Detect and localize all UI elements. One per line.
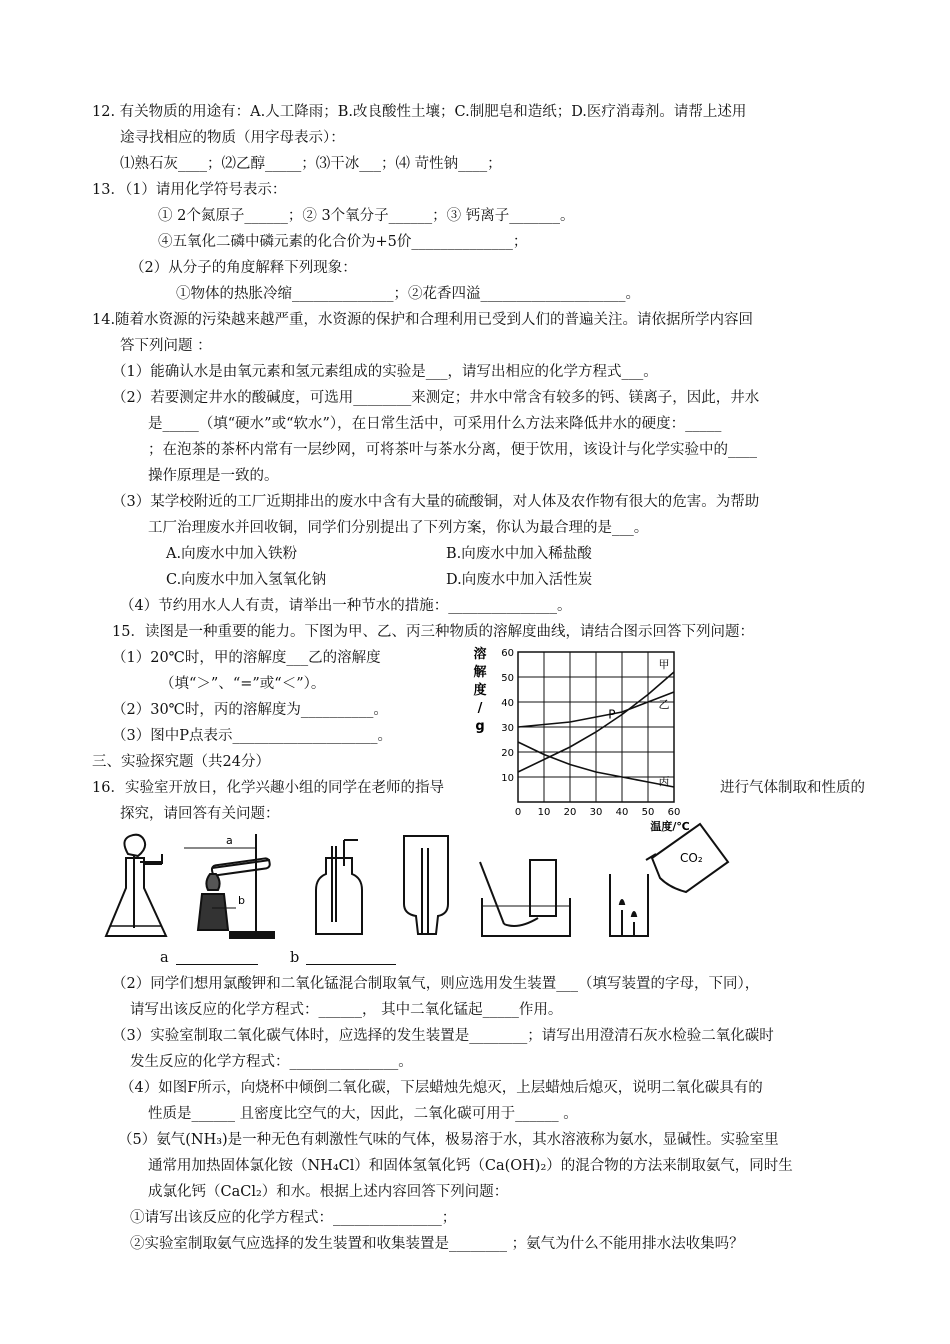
q14-line10: （4）节约用水人人有责，请举出一种节水的措施：_______________。 xyxy=(120,598,572,614)
q14-line7: 操作原理是一致的。 xyxy=(148,468,279,484)
q14-line6: ；在泡茶的茶杯内常有一层纱网，可将茶叶与茶水分离，便于饮用，该设计与化学实验中的____ xyxy=(148,442,757,458)
y-tick-label: 60 xyxy=(501,648,514,659)
q16-line12: 成氯化钙（CaCl₂）和水。根据上述内容回答下列问题： xyxy=(148,1184,509,1200)
q15-line1: 15．读图是一种重要的能力。下图为甲、乙、丙三种物质的溶解度曲线，请结合图示回答下列问题： xyxy=(112,624,754,640)
apparatus-figure xyxy=(100,818,740,946)
q16-line6: （3）实验室制取二氧化碳气体时，应选择的发生装置是________；请写出用澄清石灰水检验二氧化碳时 xyxy=(112,1028,774,1044)
q14-line2: 答下列问题 ： xyxy=(120,338,212,354)
q14-line8: （3）某学校附近的工厂近期排出的废水中含有大量的硫酸铜，对人体及农作物有很大的危害。为帮助 xyxy=(112,494,760,510)
y-axis-label-char: / xyxy=(477,701,483,716)
q14-option-b: B.向废水中加入稀盐酸 xyxy=(446,546,592,562)
q13-line5: ①物体的热胀冷缩______________；②花香四溢____________________。 xyxy=(176,286,640,302)
q13-line4: （2）从分子的角度解释下列现象： xyxy=(130,260,357,276)
q12-line1: 12. 有关物质的用途有：A.人工降雨；B.改良酸性土壤；C.制肥皂和造纸；D.医疗消毒剂。请帮上述用 xyxy=(92,104,747,120)
apparatus-a-flask xyxy=(106,835,166,936)
series-label-1: 乙 xyxy=(658,698,670,711)
y-tick-label: 10 xyxy=(501,773,514,784)
q16-line5: 请写出该反应的化学方程式：______， 其中二氧化锰起_____作用。 xyxy=(130,1002,563,1018)
q15-line5: （3）图中P点表示____________________。 xyxy=(112,728,392,744)
q16-line8: （4）如图F所示，向烧杯中倾倒二氧化碳，下层蜡烛先熄灭，上层蜡烛后熄灭，说明二氧化碳具有的 xyxy=(120,1080,763,1096)
y-axis-label-char: g xyxy=(475,719,485,734)
apparatus-e-trough xyxy=(480,860,570,936)
q15-line4: （2）30℃时，丙的溶解度为__________。 xyxy=(112,702,388,718)
apparatus-label-b: b xyxy=(238,894,245,907)
q14-option-d: D.向废水中加入活性炭 xyxy=(446,572,593,588)
co2-label: CO₂ xyxy=(680,851,703,865)
x-tick-label: 30 xyxy=(589,807,603,818)
q14-option-a: A.向废水中加入铁粉 xyxy=(166,546,298,562)
q16-line3a: a xyxy=(160,950,169,966)
q12-line3: ⑴熟石灰____；⑵乙醇_____；⑶干冰___；⑷ 苛性钠____； xyxy=(120,156,502,172)
x-tick-label: 20 xyxy=(563,807,577,818)
y-tick-label: 30 xyxy=(501,723,514,734)
y-tick-label: 40 xyxy=(501,698,514,709)
y-tick-label: 50 xyxy=(501,673,514,684)
q14-line4: （2）若要测定井水的酸碱度，可选用________来测定；井水中常含有较多的钙、镁离子，因此，井水 xyxy=(112,390,760,406)
q13-line2: ① 2个氮原子______；② 3个氧分子______；③ 钙离子_______。 xyxy=(158,208,575,224)
q14-line9: 工厂治理废水并回收铜，同学们分别提出了下列方案，你认为最合理的是___。 xyxy=(148,520,649,536)
apparatus-b-heating xyxy=(184,834,274,938)
point-p-label: P xyxy=(608,707,616,722)
q14-option-c: C.向废水中加入氢氧化钠 xyxy=(166,572,327,588)
q16-line4: （2）同学们想用氯酸钾和二氧化锰混合制取氧气，则应选用发生装置___（填写装置的字母，下同）， xyxy=(112,976,760,992)
q14-line3: （1）能确认水是由氧元素和氢元素组成的实验是___，请写出相应的化学方程式___。 xyxy=(112,364,658,380)
x-tick-label: 0 xyxy=(514,807,522,818)
y-axis-label-char: 解 xyxy=(473,665,487,680)
q13-line1: 13．（1）请用化学符号表示： xyxy=(92,182,287,198)
q16-line7: 发生反应的化学方程式：_______________。 xyxy=(130,1054,413,1070)
q15-line3: （填“＞”、“=”或“＜”）。 xyxy=(160,676,326,692)
x-tick-label: 60 xyxy=(667,807,681,818)
solubility-chart xyxy=(466,640,698,833)
q16-line9: 性质是______ 且密度比空气的大，因此，二氧化碳可用于______ 。 xyxy=(148,1106,578,1122)
q16-line2: 探究，请回答有关问题： xyxy=(120,806,280,822)
series-label-0: 甲 xyxy=(658,658,670,671)
q12-line2: 途寻找相应的物质（用字母表示）： xyxy=(120,130,345,146)
y-axis-label-char: 度 xyxy=(473,683,487,698)
q14-line1: 14.随着水资源的污染越来越严重，水资源的保护和合理利用已受到人们的普遍关注。请依据所学内容回 xyxy=(92,312,754,328)
q16-line11: 通常用加热固体氯化铵（NH₄Cl）和固体氢氧化钙（Ca(OH)₂）的混合物的方法来制取氨气，同时生 xyxy=(148,1158,793,1174)
q16-line1a: 16．实验室开放日，化学兴趣小组的同学在老师的指导 xyxy=(92,780,444,796)
apparatus-c-bottle xyxy=(316,840,362,934)
q16-line14: ②实验室制取氨气应选择的发生装置和收集装置是________ ；氨气为什么不能用排水法收集吗？ xyxy=(130,1236,744,1252)
x-axis-label: 温度/℃ xyxy=(650,820,690,833)
q16-line3b: b xyxy=(290,950,300,966)
series-label-2: 丙 xyxy=(658,775,670,788)
y-tick-label: 20 xyxy=(501,748,514,759)
q16-line13: ①请写出该反应的化学方程式：_______________； xyxy=(130,1210,457,1226)
q16-line10: （5）氨气(NH₃)是一种无色有刺激性气味的气体，极易溶于水，其水溶液称为氨水，显碱性。实验室里 xyxy=(118,1132,779,1148)
q16-line1b: 进行气体制取和性质的 xyxy=(720,780,865,796)
apparatus-label-a: a xyxy=(226,834,233,847)
x-tick-label: 40 xyxy=(615,807,629,818)
blank-a[interactable] xyxy=(176,950,258,965)
apparatus-d-bottle xyxy=(404,836,448,934)
q15-line2: （1）20℃时，甲的溶解度___乙的溶解度 xyxy=(112,650,381,666)
y-axis-label-char: 溶 xyxy=(473,647,487,662)
apparatus-f-beaker xyxy=(610,824,728,936)
x-tick-label: 50 xyxy=(641,807,655,818)
q13-line3: ④五氧化二磷中磷元素的化合价为+5价______________； xyxy=(158,234,528,250)
x-tick-label: 10 xyxy=(537,807,551,818)
q14-line5: 是_____（填“硬水”或“软水”），在日常生活中，可采用什么方法来降低井水的硬度：_____ xyxy=(148,416,722,432)
blank-b[interactable] xyxy=(306,950,396,965)
section-3-title: 三、实验探究题（共24分） xyxy=(92,754,270,770)
